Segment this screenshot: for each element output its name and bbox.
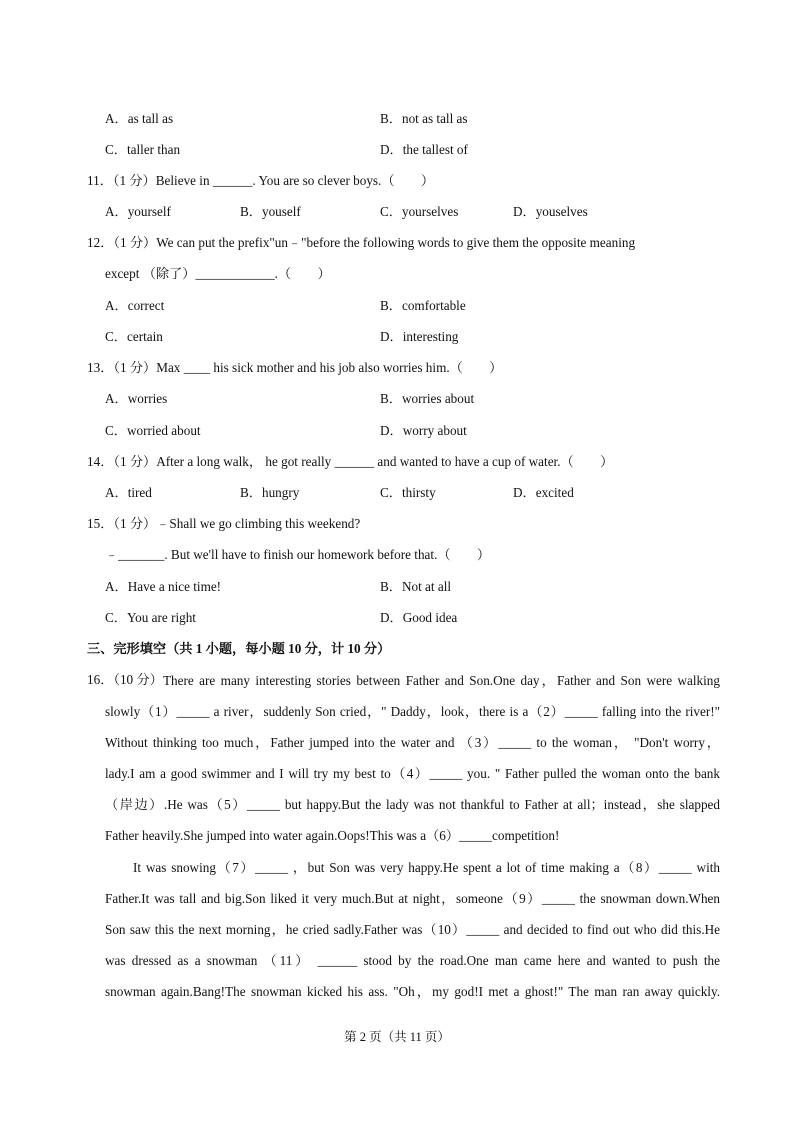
q12-option-a: A．correct [105, 298, 165, 313]
q10-option-a: A．as tall as [105, 111, 174, 126]
q12-option-c: C．certain [105, 329, 163, 344]
q16-para1-line3: Without thinking too much，Father jumped into the water and （3）_____ to the woman， "Don't worry， [105, 735, 720, 751]
q16-para1-line5: （岸边）.He was（5）_____ but happy.But the lady was not thankful to Father at all；instead，she slapped [105, 797, 720, 813]
q16-passage [105, 665, 720, 1007]
q14-stem: 14．（1 分）After a long walk， he got really ______ and wanted to have a cup of water.（ ） [87, 454, 614, 469]
q13-option-c: C．worried about [105, 423, 201, 438]
q15-option-b: B．Not at all [380, 579, 452, 594]
q13-option-a: A．worries [105, 391, 168, 406]
q16-para1-line6: Father heavily.She jumped into water again.Oops!This was a（6）_____competition! [105, 828, 560, 844]
q16-para2-line5: snowman again.Bang!The snowman kicked his ass. "Oh，my god!I met a ghost!" The man ran away quickly. [105, 983, 720, 999]
q14-option-d: D．excited [513, 485, 574, 500]
q15-option-d: D．Good idea [380, 610, 458, 625]
q14-option-a: A．tired [105, 485, 152, 500]
q16-para2-line2: Father.It was tall and big.Son liked it very much.But at night，someone（9）_____ the snowman down.When [105, 890, 720, 906]
q16-para2-line3: Son saw this the next morning，he cried sadly.Father was（10）_____ and decided to find out who did this.He [105, 921, 720, 937]
q13-option-b: B．worries about [380, 391, 475, 406]
q14-option-b: B．hungry [240, 485, 300, 500]
q12-option-d: D．interesting [380, 329, 459, 344]
q16-para1-line1: There are many interesting stories between Father and Son.One day，Father and Son were walking [163, 673, 720, 688]
q13-stem: 13．（1 分）Max ____ his sick mother and his job also worries him.（ ） [87, 360, 503, 375]
q11-stem: 11．（1 分）Believe in ______. You are so clever boys.（ ） [87, 173, 435, 188]
q15-stem-line2: ﹣_______. But we'll have to finish our homework before that.（ ） [105, 547, 491, 562]
q11-option-a: A．yourself [105, 204, 171, 219]
q16-para1-line4: lady.I am a good swimmer and I will try my best to（4）_____ you. " Father pulled the woman onto the bank [105, 766, 720, 782]
q11-option-c: C．yourselves [380, 204, 459, 219]
q12-stem-line2: except （除了）____________.（ ） [105, 266, 331, 281]
q15-option-a: A．Have a nice time! [105, 579, 222, 594]
page-number: 第 2 页（共 11 页） [344, 1030, 450, 1044]
q15-stem-line1: 15．（1 分）﹣Shall we go climbing this weekend? [87, 516, 361, 531]
q10-option-d: D．the tallest of [380, 142, 468, 157]
q16-label: 16．（10 分） [87, 672, 163, 687]
q16-para1-line2: slowly（1）_____ a river，suddenly Son cried，" Daddy，look，there is a（2）_____ falling into the river!" [105, 704, 720, 720]
section-heading: 三、完形填空（共 1 小题，每小题 10 分，计 10 分） [87, 641, 391, 656]
q12-stem-line1: 12．（1 分）We can put the prefix"un﹣"before the following words to give them the opposite meaning [87, 235, 636, 250]
q11-option-d: D．youselves [513, 204, 588, 219]
q10-option-c: C．taller than [105, 142, 181, 157]
q13-option-d: D．worry about [380, 423, 467, 438]
q15-option-c: C．You are right [105, 610, 196, 625]
q16-para2-line4: was dressed as a snowman （11） ______ stood by the road.One man came here and wanted to push the [105, 952, 720, 968]
q12-option-b: B．comfortable [380, 298, 466, 313]
q10-option-b: B．not as tall as [380, 111, 468, 126]
q14-option-c: C．thirsty [380, 485, 436, 500]
q11-option-b: B．youself [240, 204, 301, 219]
q16-para2-line1: It was snowing（7）_____ ，but Son was very happy.He spent a lot of time making a（8）_____ with [133, 859, 720, 875]
